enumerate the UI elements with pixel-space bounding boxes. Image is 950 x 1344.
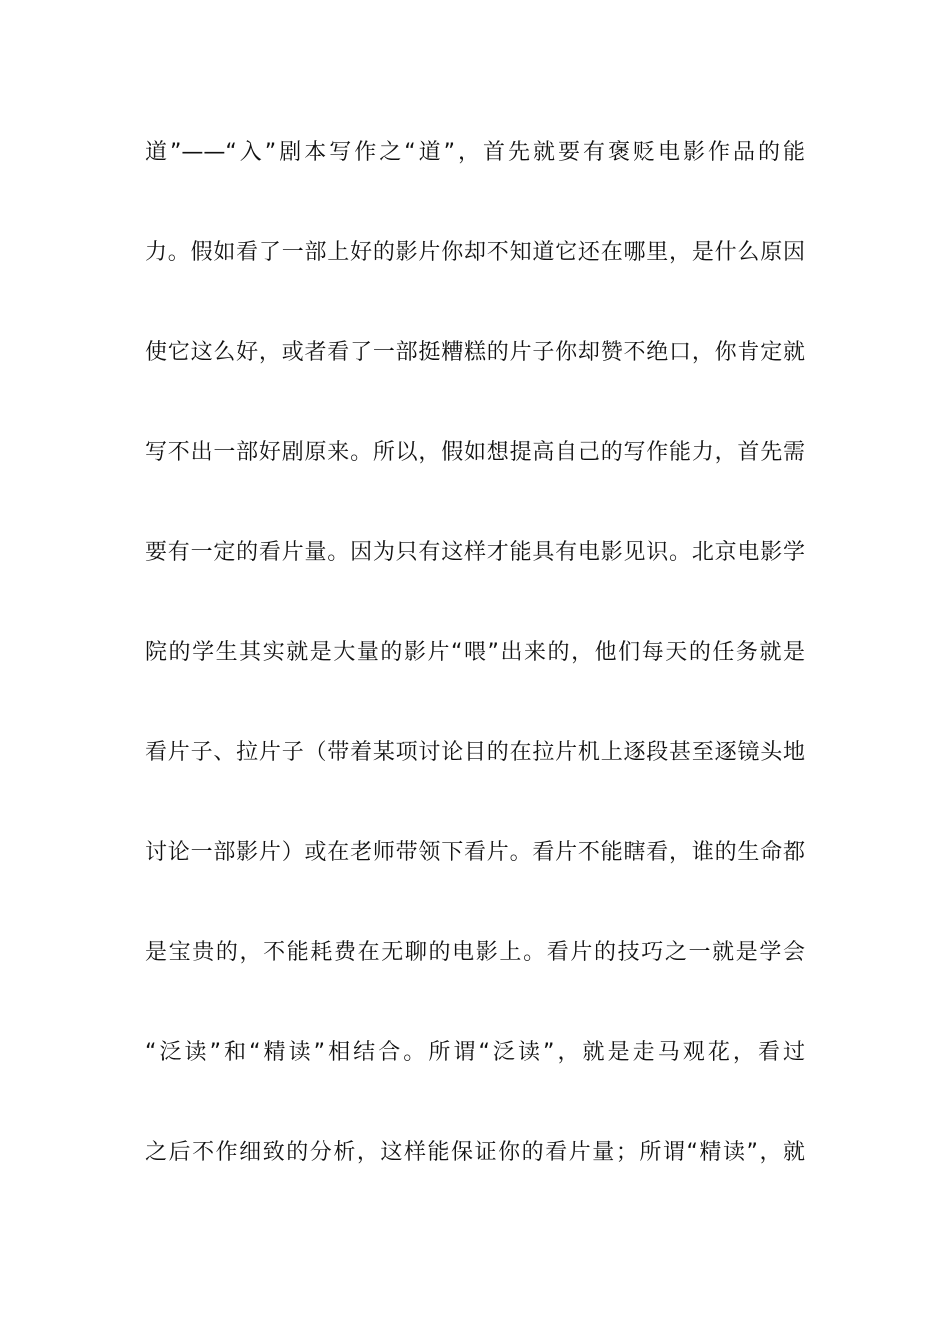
text-line: 院的学生其实就是大量的影片“喂”出来的，他们每天的任务就是 <box>145 640 805 665</box>
text-line: 使它这么好，或者看了一部挺糟糕的片子你却赞不绝口，你肯定就 <box>145 340 805 365</box>
text-line: 道”——“入”剧本写作之“道”，首先就要有褒贬电影作品的能 <box>145 140 805 165</box>
text-line: 之后不作细致的分析，这样能保证你的看片量；所谓“精读”，就 <box>145 1140 805 1165</box>
text-line: 写不出一部好剧原来。所以，假如想提高自己的写作能力，首先需 <box>145 440 805 465</box>
text-line: 要有一定的看片量。因为只有这样才能具有电影见识。北京电影学 <box>145 540 805 565</box>
text-line: “泛读”和“精读”相结合。所谓“泛读”，就是走马观花，看过 <box>145 1040 805 1065</box>
text-line: 是宝贵的，不能耗费在无聊的电影上。看片的技巧之一就是学会 <box>145 940 805 965</box>
text-line: 看片子、拉片子（带着某项讨论目的在拉片机上逐段甚至逐镜头地 <box>145 740 805 765</box>
text-line: 讨论一部影片）或在老师带领下看片。看片不能瞎看，谁的生命都 <box>145 840 805 865</box>
body-text <box>145 131 805 1231</box>
text-line: 力。假如看了一部上好的影片你却不知道它还在哪里，是什么原因 <box>145 240 805 265</box>
